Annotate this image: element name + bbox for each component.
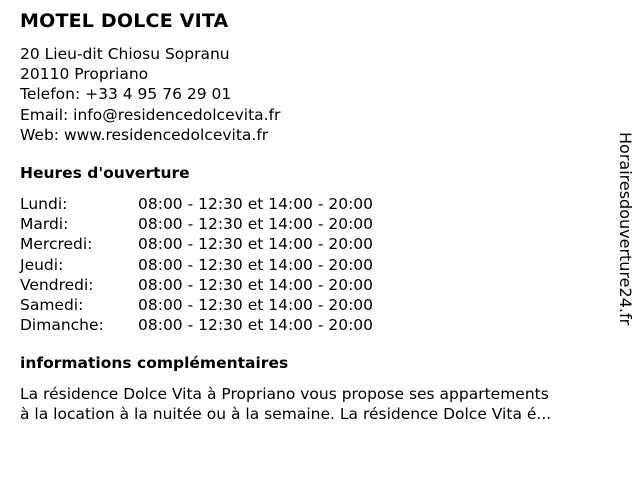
description-text [20,384,620,424]
contact-block [20,44,280,145]
day-label: Mardi: [20,215,69,234]
site-watermark: Horairesdouverture24.fr [616,132,635,326]
time-value: 08:00 - 12:30 et 14:00 - 20:00 [138,316,374,335]
web-line: Web: www.residencedolcevita.fr [20,125,269,144]
description-line: à la location à la nuitée ou à la semaine. La résidence Dolce Vita é... [20,405,552,424]
description-line: La résidence Dolce Vita à Propriano vous propose ses appartements [20,385,549,403]
business-name: MOTEL DOLCE VITA [20,10,229,32]
hours-heading: Heures d'ouverture [20,164,190,182]
address-street: 20 Lieu-dit Chiosu Sopranu [20,45,230,63]
time-value: 08:00 - 12:30 et 14:00 - 20:00 [138,195,374,213]
day-label: Samedi: [20,295,84,314]
email-line: Email: info@residencedolcevita.fr [20,105,281,124]
info-heading: informations complémentaires [20,354,289,372]
day-label: Dimanche: [20,316,104,335]
phone-line: Telefon: +33 4 95 76 29 01 [20,85,232,104]
day-label: Jeudi: [20,255,64,274]
day-label: Lundi: [20,195,68,213]
time-value: 08:00 - 12:30 et 14:00 - 20:00 [138,235,374,254]
day-label: Vendredi: [20,275,94,294]
time-value: 08:00 - 12:30 et 14:00 - 20:00 [138,215,374,234]
address-city: 20110 Propriano [20,65,149,84]
time-value: 08:00 - 12:30 et 14:00 - 20:00 [138,275,374,294]
time-value: 08:00 - 12:30 et 14:00 - 20:00 [138,295,374,314]
day-label: Mercredi: [20,235,93,254]
time-value: 08:00 - 12:30 et 14:00 - 20:00 [138,255,374,274]
